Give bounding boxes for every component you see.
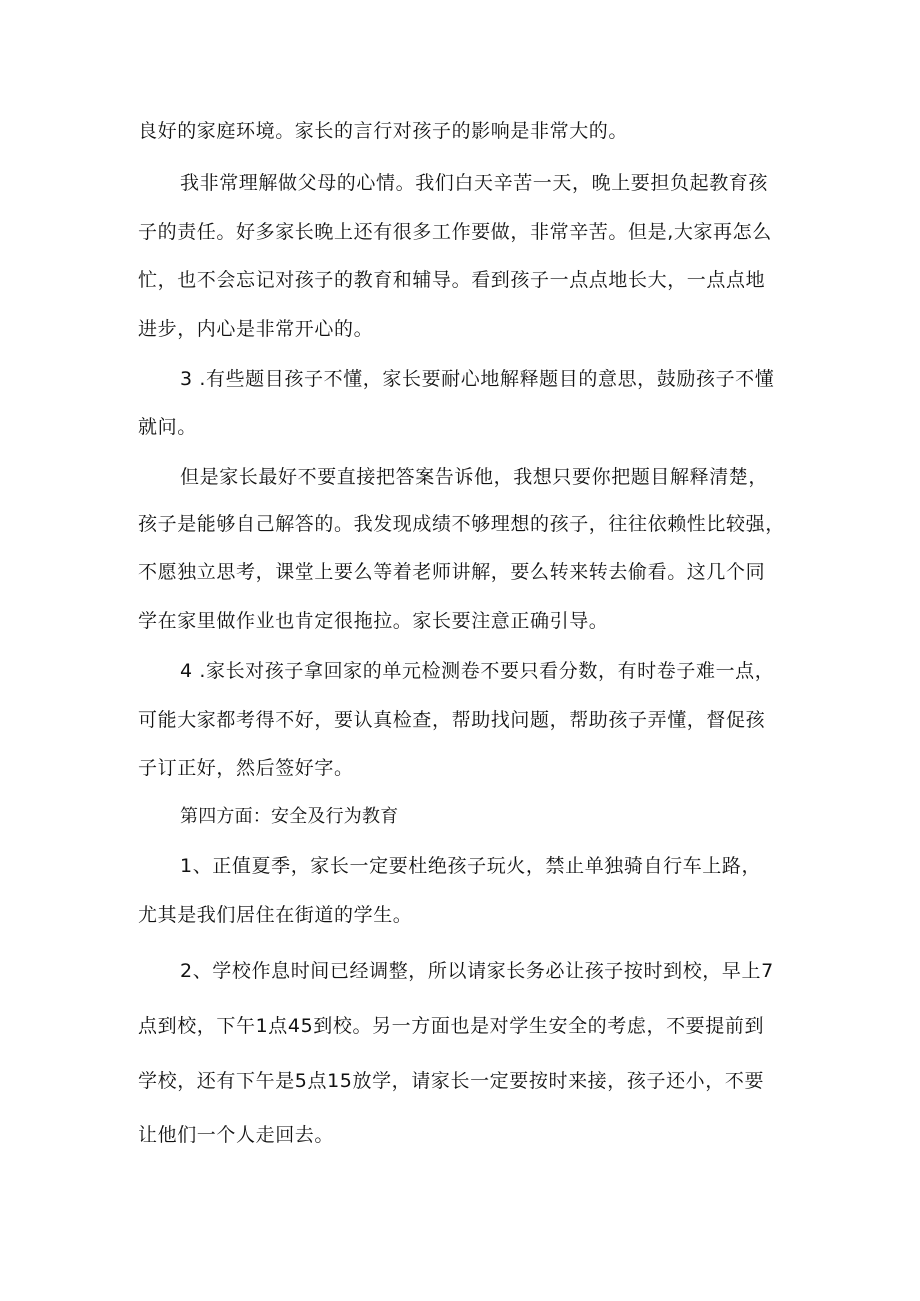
text-line: 子订正好，然后签好字。 (138, 757, 354, 779)
section-heading: 第四方面：安全及行为教育 (180, 806, 399, 827)
text-line: 4 .家长对孩子拿回家的单元检测卷不要只看分数，有时卷子难一点， (180, 660, 775, 682)
text-line: 让他们一个人走回去。 (138, 1124, 335, 1146)
text-line: 但是家长最好不要直接把答案告诉他，我想只要你把题目解释清楚， (180, 466, 769, 488)
text-line: 就问。 (138, 416, 197, 438)
text-line: 学校，还有下午是5点15放学，请家长一定要按时来接，孩子还小，不要 (138, 1070, 765, 1092)
text-line: 2、学校作息时间已经调整，所以请家长务必让孩子按时到校，早上7 (180, 960, 774, 982)
text-line: 孩子是能够自己解答的。我发现成绩不够理想的孩子，往往依赖性比较强， (138, 513, 785, 535)
text-line: 进步，内心是非常开心的。 (138, 318, 374, 340)
text-line: 点到校，下午1点45到校。另一方面也是对学生安全的考虑，不要提前到 (138, 1015, 765, 1037)
text-line: 不愿独立思考，课堂上要么等着老师讲解，要么转来转去偷看。这几个同 (138, 561, 766, 583)
text-line: 良好的家庭环境。家长的言行对孩子的影响是非常大的。 (138, 120, 629, 142)
text-line: 3 .有些题目孩子不懂，家长要耐心地解释题目的意思，鼓励孩子不懂 (180, 368, 775, 390)
text-line: 可能大家都考得不好，要认真检查，帮助找问题，帮助孩子弄懂，督促孩 (138, 709, 766, 731)
text-line: 忙，也不会忘记对孩子的教育和辅导。看到孩子一点点地长大，一点点地 (138, 269, 766, 291)
text-line: 我非常理解做父母的心情。我们白天辛苦一天，晚上要担负起教育孩 (180, 172, 769, 194)
text-line: 子的责任。好多家长晚上还有很多工作要做，非常辛苦。但是,大家再怎么 (138, 221, 772, 243)
text-line: 尤其是我们居住在街道的学生。 (138, 904, 413, 926)
text-line: 1、正值夏季，家长一定要杜绝孩子玩火，禁止单独骑自行车上路， (180, 855, 762, 877)
text-line: 学在家里做作业也肯定很拖拉。家长要注意正确引导。 (138, 610, 609, 632)
